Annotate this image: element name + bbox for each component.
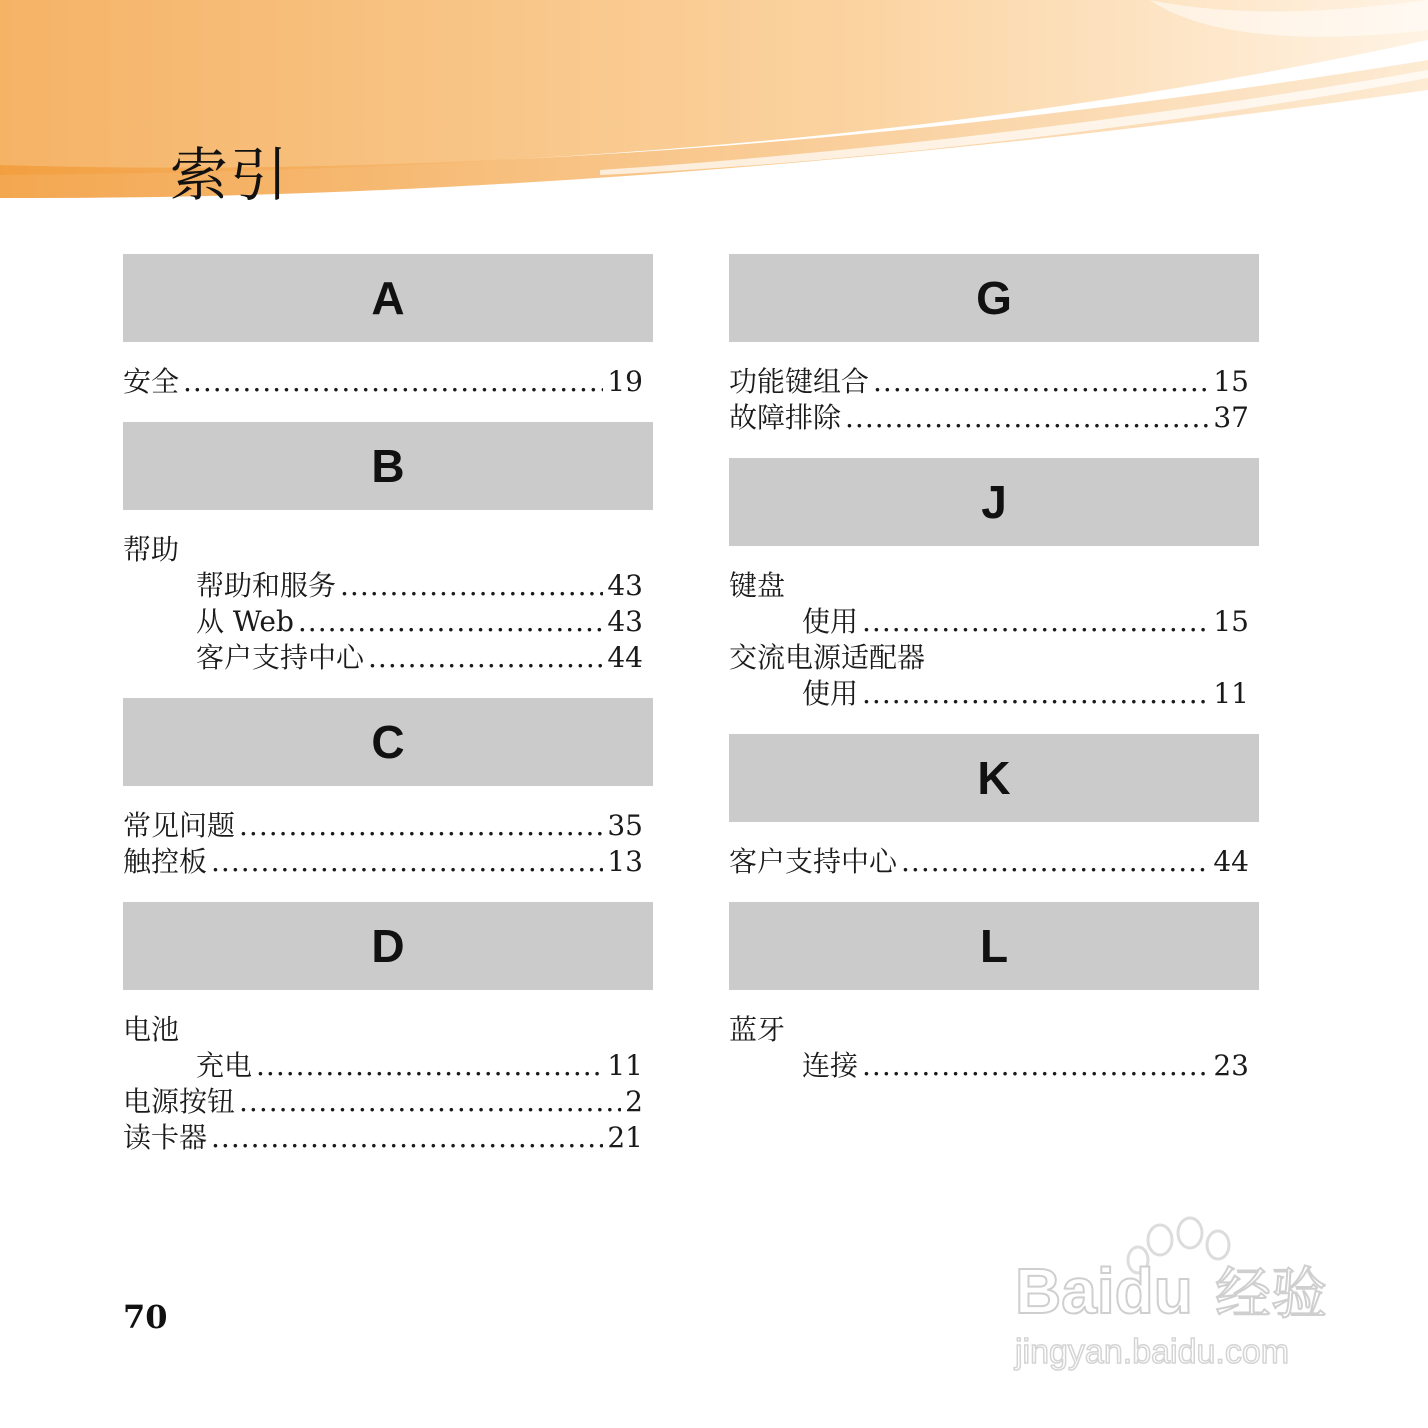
index-entry xyxy=(123,808,653,844)
section-letter-header: L xyxy=(729,902,1259,990)
dot-leader xyxy=(862,676,1209,712)
index-entry-list xyxy=(729,342,1259,458)
index-subentry xyxy=(729,604,1259,640)
dot-leader xyxy=(256,1048,603,1084)
dot-leader xyxy=(340,568,603,604)
index-term: 键盘 xyxy=(729,569,786,602)
dot-leader xyxy=(211,844,603,880)
index-term: 使用 xyxy=(802,605,859,638)
index-term: 常见问题 xyxy=(123,809,236,842)
index-section xyxy=(729,734,1259,902)
index-term: 蓝牙 xyxy=(729,1013,786,1046)
index-term: 功能键组合 xyxy=(729,365,870,398)
index-term: 交流电源适配器 xyxy=(729,641,926,674)
index-entry-list xyxy=(123,990,653,1178)
index-column-left xyxy=(123,254,653,1178)
index-page-number: 44 xyxy=(607,641,643,674)
index-subentry xyxy=(123,640,653,676)
index-entry xyxy=(123,364,653,400)
dot-leader xyxy=(845,400,1209,436)
page-number: 70 xyxy=(123,1298,168,1336)
index-entry xyxy=(123,1012,653,1048)
dot-leader xyxy=(862,604,1209,640)
index-entry-list xyxy=(729,990,1259,1106)
index-page-number: 19 xyxy=(607,365,643,398)
section-letter-header: G xyxy=(729,254,1259,342)
section-letter-header: J xyxy=(729,458,1259,546)
section-letter-header: D xyxy=(123,902,653,990)
index-term: 故障排除 xyxy=(729,401,842,434)
index-subentry xyxy=(729,1048,1259,1084)
index-term: 读卡器 xyxy=(123,1121,208,1154)
index-section xyxy=(123,422,653,698)
index-page-number: 35 xyxy=(607,809,643,842)
watermark-url: jingyan.baidu.com xyxy=(1015,1333,1290,1371)
index-term: 触控板 xyxy=(123,845,208,878)
index-entry-list xyxy=(729,822,1259,902)
index-term: 帮助 xyxy=(123,533,180,566)
section-letter-header: C xyxy=(123,698,653,786)
index-entry xyxy=(729,364,1259,400)
dot-leader xyxy=(901,844,1209,880)
section-letter-header: A xyxy=(123,254,653,342)
dot-leader xyxy=(298,604,603,640)
dot-leader xyxy=(862,1048,1209,1084)
watermark-brand: Baidu xyxy=(1015,1255,1193,1327)
index-page-number: 11 xyxy=(607,1049,643,1082)
watermark-label: 经验 xyxy=(1215,1262,1327,1327)
index-section xyxy=(123,254,653,422)
index-entry xyxy=(729,568,1259,604)
index-section xyxy=(123,902,653,1178)
index-entry xyxy=(123,1120,653,1156)
index-column-right xyxy=(729,254,1259,1106)
index-entry xyxy=(729,844,1259,880)
index-page-number: 2 xyxy=(625,1085,643,1118)
index-section xyxy=(729,902,1259,1106)
index-term: 安全 xyxy=(123,365,180,398)
index-entry-list xyxy=(123,786,653,902)
index-term: 充电 xyxy=(196,1049,253,1082)
index-page-number: 43 xyxy=(607,569,643,602)
baidu-jingyan-watermark xyxy=(1010,1215,1350,1375)
index-entry xyxy=(123,1084,653,1120)
index-entry xyxy=(729,400,1259,436)
index-term: 从 Web xyxy=(196,605,294,638)
index-subentry xyxy=(729,676,1259,712)
index-entry-list xyxy=(729,546,1259,734)
dot-leader xyxy=(239,1084,621,1120)
index-page-number: 15 xyxy=(1213,365,1249,398)
index-term: 客户支持中心 xyxy=(196,641,365,674)
index-subentry xyxy=(123,1048,653,1084)
index-section xyxy=(123,698,653,902)
index-page-number: 13 xyxy=(607,845,643,878)
index-section xyxy=(729,254,1259,458)
index-page-number: 23 xyxy=(1213,1049,1249,1082)
page-title: 索引 xyxy=(170,141,291,209)
index-term: 连接 xyxy=(802,1049,859,1082)
index-entry xyxy=(729,1012,1259,1048)
section-letter-header: B xyxy=(123,422,653,510)
index-entry xyxy=(123,844,653,880)
index-page-number: 21 xyxy=(607,1121,643,1154)
index-page-number: 37 xyxy=(1213,401,1249,434)
index-subentry xyxy=(123,568,653,604)
index-section xyxy=(729,458,1259,734)
dot-leader xyxy=(183,364,603,400)
index-page-number: 11 xyxy=(1213,677,1249,710)
index-page-number: 15 xyxy=(1213,605,1249,638)
dot-leader xyxy=(239,808,603,844)
index-page-number: 43 xyxy=(607,605,643,638)
index-entry-list xyxy=(123,342,653,422)
index-term: 帮助和服务 xyxy=(196,569,337,602)
index-page-number: 44 xyxy=(1213,845,1249,878)
dot-leader xyxy=(211,1120,603,1156)
index-entry xyxy=(123,532,653,568)
index-entry xyxy=(729,640,1259,676)
index-term: 使用 xyxy=(802,677,859,710)
index-term: 客户支持中心 xyxy=(729,845,898,878)
index-term: 电源按钮 xyxy=(123,1085,236,1118)
index-term: 电池 xyxy=(123,1013,180,1046)
index-entry-list xyxy=(123,510,653,698)
section-letter-header: K xyxy=(729,734,1259,822)
dot-leader xyxy=(368,640,603,676)
index-subentry xyxy=(123,604,653,640)
dot-leader xyxy=(873,364,1209,400)
